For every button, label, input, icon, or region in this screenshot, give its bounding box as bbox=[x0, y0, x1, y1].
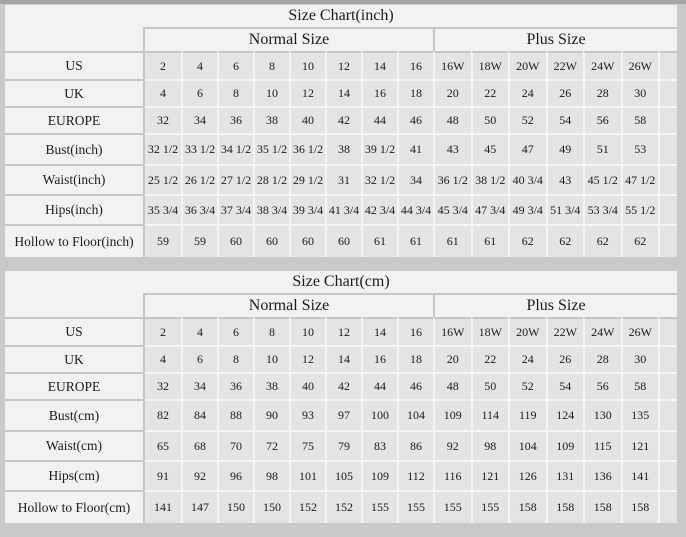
size-cell: 34 1/2 bbox=[217, 133, 253, 164]
size-cell: 34 bbox=[181, 106, 217, 133]
size-cell: 22 bbox=[471, 345, 509, 372]
size-cell: 52 bbox=[508, 372, 546, 399]
size-cell: 126 bbox=[508, 460, 546, 490]
size-cell: 36 bbox=[217, 106, 253, 133]
size-cell: 55 1/2 bbox=[621, 194, 659, 224]
size-cell: 96 bbox=[217, 460, 253, 490]
size-cell: 24W bbox=[583, 51, 621, 79]
size-chart-page bbox=[5, 4, 677, 537]
row-label: Bust(cm) bbox=[5, 399, 145, 430]
size-cell: 40 bbox=[289, 106, 325, 133]
spacer-cell bbox=[658, 164, 677, 194]
size-cell: 31 bbox=[325, 164, 361, 194]
size-cell: 24 bbox=[508, 79, 546, 106]
row-label: Bust(inch) bbox=[5, 133, 145, 164]
row-label: Hollow to Floor(cm) bbox=[5, 490, 145, 523]
size-cell: 150 bbox=[217, 490, 253, 523]
size-cell: 152 bbox=[325, 490, 361, 523]
size-cell: 32 1/2 bbox=[145, 133, 181, 164]
size-cell: 30 bbox=[621, 79, 659, 106]
size-cell: 49 bbox=[546, 133, 584, 164]
size-cell: 93 bbox=[289, 399, 325, 430]
size-cell: 42 bbox=[325, 372, 361, 399]
size-cell: 45 1/2 bbox=[583, 164, 621, 194]
size-cell: 54 bbox=[546, 372, 584, 399]
row-label: Hips(inch) bbox=[5, 194, 145, 224]
size-cell: 115 bbox=[583, 430, 621, 460]
size-cell: 12 bbox=[289, 79, 325, 106]
size-cell: 141 bbox=[621, 460, 659, 490]
size-cell: 62 bbox=[508, 224, 546, 257]
corner-cell bbox=[5, 27, 145, 51]
size-cell: 147 bbox=[181, 490, 217, 523]
table-row bbox=[5, 133, 677, 164]
plus-size-header: Plus Size bbox=[433, 293, 677, 317]
size-cell: 18 bbox=[397, 345, 433, 372]
size-cell: 28 1/2 bbox=[253, 164, 289, 194]
size-cell: 22W bbox=[546, 317, 584, 345]
size-cell: 44 bbox=[361, 372, 397, 399]
size-cell: 24W bbox=[583, 317, 621, 345]
size-cell: 10 bbox=[253, 79, 289, 106]
chart-title: Size Chart(cm) bbox=[5, 271, 677, 293]
row-label: UK bbox=[5, 79, 145, 106]
size-cell: 56 bbox=[583, 372, 621, 399]
size-cell: 12 bbox=[325, 51, 361, 79]
corner-cell bbox=[5, 293, 145, 317]
size-cell: 72 bbox=[253, 430, 289, 460]
size-cell: 42 bbox=[325, 106, 361, 133]
spacer-cell bbox=[658, 490, 677, 523]
size-cell: 60 bbox=[217, 224, 253, 257]
row-label: UK bbox=[5, 345, 145, 372]
size-cell: 49 3/4 bbox=[508, 194, 546, 224]
spacer-cell bbox=[658, 79, 677, 106]
size-cell: 75 bbox=[289, 430, 325, 460]
table-row bbox=[5, 399, 677, 430]
size-cell: 61 bbox=[397, 224, 433, 257]
size-cell: 28 bbox=[583, 345, 621, 372]
size-cell: 36 1/2 bbox=[289, 133, 325, 164]
size-cell: 4 bbox=[181, 317, 217, 345]
size-cell: 18W bbox=[471, 51, 509, 79]
size-cell: 36 bbox=[217, 372, 253, 399]
table-row bbox=[5, 430, 677, 460]
size-cell: 14 bbox=[361, 51, 397, 79]
size-cell: 88 bbox=[217, 399, 253, 430]
spacer-cell bbox=[658, 194, 677, 224]
size-cell: 109 bbox=[433, 399, 471, 430]
size-cell: 98 bbox=[471, 430, 509, 460]
size-chart-inch-body bbox=[5, 51, 677, 257]
size-cell: 30 bbox=[621, 345, 659, 372]
size-cell: 41 3/4 bbox=[325, 194, 361, 224]
size-cell: 6 bbox=[217, 51, 253, 79]
table-row bbox=[5, 164, 677, 194]
size-cell: 16W bbox=[433, 51, 471, 79]
size-cell: 39 3/4 bbox=[289, 194, 325, 224]
size-cell: 98 bbox=[253, 460, 289, 490]
size-cell: 51 bbox=[583, 133, 621, 164]
size-cell: 26 bbox=[546, 79, 584, 106]
size-cell: 59 bbox=[181, 224, 217, 257]
size-cell: 54 bbox=[546, 106, 584, 133]
size-cell: 26 1/2 bbox=[181, 164, 217, 194]
size-cell: 158 bbox=[508, 490, 546, 523]
chart-title: Size Chart(inch) bbox=[5, 5, 677, 27]
size-cell: 60 bbox=[253, 224, 289, 257]
size-cell: 121 bbox=[471, 460, 509, 490]
table-row bbox=[5, 224, 677, 257]
size-cell: 62 bbox=[546, 224, 584, 257]
size-cell: 16 bbox=[361, 79, 397, 106]
size-cell: 45 bbox=[471, 133, 509, 164]
size-cell: 86 bbox=[397, 430, 433, 460]
size-cell: 34 bbox=[181, 372, 217, 399]
size-cell: 48 bbox=[433, 106, 471, 133]
size-cell: 53 bbox=[621, 133, 659, 164]
size-cell: 8 bbox=[253, 51, 289, 79]
size-cell: 50 bbox=[471, 372, 509, 399]
spacer-cell bbox=[658, 133, 677, 164]
table-row bbox=[5, 372, 677, 399]
table-row bbox=[5, 460, 677, 490]
size-cell: 61 bbox=[433, 224, 471, 257]
normal-size-header: Normal Size bbox=[145, 293, 433, 317]
group-header-row bbox=[5, 27, 677, 51]
size-cell: 18 bbox=[397, 79, 433, 106]
spacer-cell bbox=[658, 372, 677, 399]
table-row bbox=[5, 51, 677, 79]
spacer-cell bbox=[658, 224, 677, 257]
size-cell: 8 bbox=[217, 345, 253, 372]
size-cell: 6 bbox=[181, 79, 217, 106]
size-cell: 32 bbox=[145, 106, 181, 133]
size-cell: 2 bbox=[145, 51, 181, 79]
size-cell: 62 bbox=[621, 224, 659, 257]
table-row bbox=[5, 345, 677, 372]
size-cell: 25 1/2 bbox=[145, 164, 181, 194]
size-cell: 4 bbox=[145, 345, 181, 372]
spacer-cell bbox=[658, 317, 677, 345]
size-cell: 155 bbox=[397, 490, 433, 523]
size-cell: 121 bbox=[621, 430, 659, 460]
size-cell: 8 bbox=[217, 79, 253, 106]
table-row bbox=[5, 194, 677, 224]
table-row bbox=[5, 317, 677, 345]
table-title-row bbox=[5, 271, 677, 293]
row-label: US bbox=[5, 51, 145, 79]
size-cell: 47 1/2 bbox=[621, 164, 659, 194]
size-cell: 135 bbox=[621, 399, 659, 430]
spacer-cell bbox=[658, 460, 677, 490]
size-cell: 14 bbox=[325, 79, 361, 106]
size-cell: 20 bbox=[433, 345, 471, 372]
size-cell: 42 3/4 bbox=[361, 194, 397, 224]
size-cell: 34 bbox=[397, 164, 433, 194]
size-cell: 130 bbox=[583, 399, 621, 430]
size-cell: 61 bbox=[361, 224, 397, 257]
size-cell: 155 bbox=[471, 490, 509, 523]
size-cell: 141 bbox=[145, 490, 181, 523]
size-cell: 158 bbox=[583, 490, 621, 523]
size-cell: 124 bbox=[546, 399, 584, 430]
row-label: Waist(inch) bbox=[5, 164, 145, 194]
size-cell: 29 1/2 bbox=[289, 164, 325, 194]
size-cell: 43 bbox=[433, 133, 471, 164]
size-cell: 109 bbox=[361, 460, 397, 490]
table-row bbox=[5, 79, 677, 106]
size-cell: 59 bbox=[145, 224, 181, 257]
size-cell: 45 3/4 bbox=[433, 194, 471, 224]
size-cell: 150 bbox=[253, 490, 289, 523]
size-cell: 46 bbox=[397, 106, 433, 133]
size-cell: 12 bbox=[289, 345, 325, 372]
size-cell: 58 bbox=[621, 372, 659, 399]
size-cell: 33 1/2 bbox=[181, 133, 217, 164]
size-cell: 65 bbox=[145, 430, 181, 460]
size-cell: 26W bbox=[621, 51, 659, 79]
size-chart-inch-table bbox=[5, 5, 677, 257]
size-cell: 36 3/4 bbox=[181, 194, 217, 224]
size-cell: 47 3/4 bbox=[471, 194, 509, 224]
size-cell: 44 bbox=[361, 106, 397, 133]
row-label: EUROPE bbox=[5, 372, 145, 399]
size-cell: 112 bbox=[397, 460, 433, 490]
size-cell: 38 bbox=[325, 133, 361, 164]
size-cell: 38 1/2 bbox=[471, 164, 509, 194]
size-cell: 22 bbox=[471, 79, 509, 106]
size-cell: 22W bbox=[546, 51, 584, 79]
size-cell: 100 bbox=[361, 399, 397, 430]
size-chart-cm-body bbox=[5, 317, 677, 523]
size-cell: 116 bbox=[433, 460, 471, 490]
normal-size-header: Normal Size bbox=[145, 27, 433, 51]
size-cell: 82 bbox=[145, 399, 181, 430]
group-header-row bbox=[5, 293, 677, 317]
size-cell: 14 bbox=[325, 345, 361, 372]
size-cell: 38 3/4 bbox=[253, 194, 289, 224]
size-cell: 131 bbox=[546, 460, 584, 490]
size-cell: 16W bbox=[433, 317, 471, 345]
size-cell: 47 bbox=[508, 133, 546, 164]
size-cell: 38 bbox=[253, 372, 289, 399]
size-cell: 38 bbox=[253, 106, 289, 133]
size-cell: 84 bbox=[181, 399, 217, 430]
spacer-cell bbox=[658, 430, 677, 460]
size-cell: 20W bbox=[508, 51, 546, 79]
size-cell: 61 bbox=[471, 224, 509, 257]
size-cell: 44 3/4 bbox=[397, 194, 433, 224]
size-cell: 40 3/4 bbox=[508, 164, 546, 194]
size-cell: 70 bbox=[217, 430, 253, 460]
size-cell: 52 bbox=[508, 106, 546, 133]
spacer-cell bbox=[658, 399, 677, 430]
size-cell: 51 3/4 bbox=[546, 194, 584, 224]
size-cell: 90 bbox=[253, 399, 289, 430]
size-cell: 60 bbox=[325, 224, 361, 257]
table-row bbox=[5, 490, 677, 523]
size-cell: 136 bbox=[583, 460, 621, 490]
size-cell: 4 bbox=[145, 79, 181, 106]
size-cell: 16 bbox=[397, 51, 433, 79]
size-cell: 20 bbox=[433, 79, 471, 106]
size-cell: 8 bbox=[253, 317, 289, 345]
size-cell: 18W bbox=[471, 317, 509, 345]
row-label: Waist(cm) bbox=[5, 430, 145, 460]
size-cell: 6 bbox=[217, 317, 253, 345]
table-row bbox=[5, 106, 677, 133]
size-cell: 105 bbox=[325, 460, 361, 490]
size-cell: 155 bbox=[433, 490, 471, 523]
size-cell: 43 bbox=[546, 164, 584, 194]
size-cell: 14 bbox=[361, 317, 397, 345]
size-cell: 2 bbox=[145, 317, 181, 345]
size-cell: 10 bbox=[289, 317, 325, 345]
size-cell: 10 bbox=[289, 51, 325, 79]
size-cell: 92 bbox=[181, 460, 217, 490]
size-cell: 27 1/2 bbox=[217, 164, 253, 194]
size-cell: 91 bbox=[145, 460, 181, 490]
size-cell: 119 bbox=[508, 399, 546, 430]
size-cell: 104 bbox=[508, 430, 546, 460]
row-label: Hollow to Floor(inch) bbox=[5, 224, 145, 257]
size-cell: 62 bbox=[583, 224, 621, 257]
size-cell: 16 bbox=[397, 317, 433, 345]
size-cell: 158 bbox=[621, 490, 659, 523]
size-cell: 101 bbox=[289, 460, 325, 490]
size-cell: 114 bbox=[471, 399, 509, 430]
size-cell: 60 bbox=[289, 224, 325, 257]
size-cell: 26 bbox=[546, 345, 584, 372]
row-label: Hips(cm) bbox=[5, 460, 145, 490]
size-cell: 10 bbox=[253, 345, 289, 372]
spacer-cell bbox=[658, 345, 677, 372]
size-cell: 158 bbox=[546, 490, 584, 523]
size-cell: 20W bbox=[508, 317, 546, 345]
size-cell: 12 bbox=[325, 317, 361, 345]
plus-size-header: Plus Size bbox=[433, 27, 677, 51]
size-cell: 37 3/4 bbox=[217, 194, 253, 224]
size-cell: 46 bbox=[397, 372, 433, 399]
size-cell: 4 bbox=[181, 51, 217, 79]
table-title-row bbox=[5, 5, 677, 27]
size-cell: 83 bbox=[361, 430, 397, 460]
size-cell: 16 bbox=[361, 345, 397, 372]
size-cell: 35 3/4 bbox=[145, 194, 181, 224]
size-cell: 35 1/2 bbox=[253, 133, 289, 164]
size-cell: 32 bbox=[145, 372, 181, 399]
size-chart-cm-table bbox=[5, 271, 677, 523]
size-cell: 104 bbox=[397, 399, 433, 430]
size-cell: 41 bbox=[397, 133, 433, 164]
size-cell: 36 1/2 bbox=[433, 164, 471, 194]
size-cell: 56 bbox=[583, 106, 621, 133]
row-label: EUROPE bbox=[5, 106, 145, 133]
size-cell: 39 1/2 bbox=[361, 133, 397, 164]
size-cell: 26W bbox=[621, 317, 659, 345]
size-cell: 50 bbox=[471, 106, 509, 133]
spacer-cell bbox=[658, 51, 677, 79]
size-cell: 28 bbox=[583, 79, 621, 106]
size-cell: 109 bbox=[546, 430, 584, 460]
row-label: US bbox=[5, 317, 145, 345]
size-cell: 24 bbox=[508, 345, 546, 372]
size-cell: 68 bbox=[181, 430, 217, 460]
size-cell: 40 bbox=[289, 372, 325, 399]
size-cell: 155 bbox=[361, 490, 397, 523]
size-cell: 53 3/4 bbox=[583, 194, 621, 224]
spacer-cell bbox=[658, 106, 677, 133]
size-cell: 48 bbox=[433, 372, 471, 399]
size-cell: 97 bbox=[325, 399, 361, 430]
size-cell: 152 bbox=[289, 490, 325, 523]
size-cell: 58 bbox=[621, 106, 659, 133]
size-cell: 79 bbox=[325, 430, 361, 460]
size-cell: 92 bbox=[433, 430, 471, 460]
size-cell: 6 bbox=[181, 345, 217, 372]
size-cell: 32 1/2 bbox=[361, 164, 397, 194]
